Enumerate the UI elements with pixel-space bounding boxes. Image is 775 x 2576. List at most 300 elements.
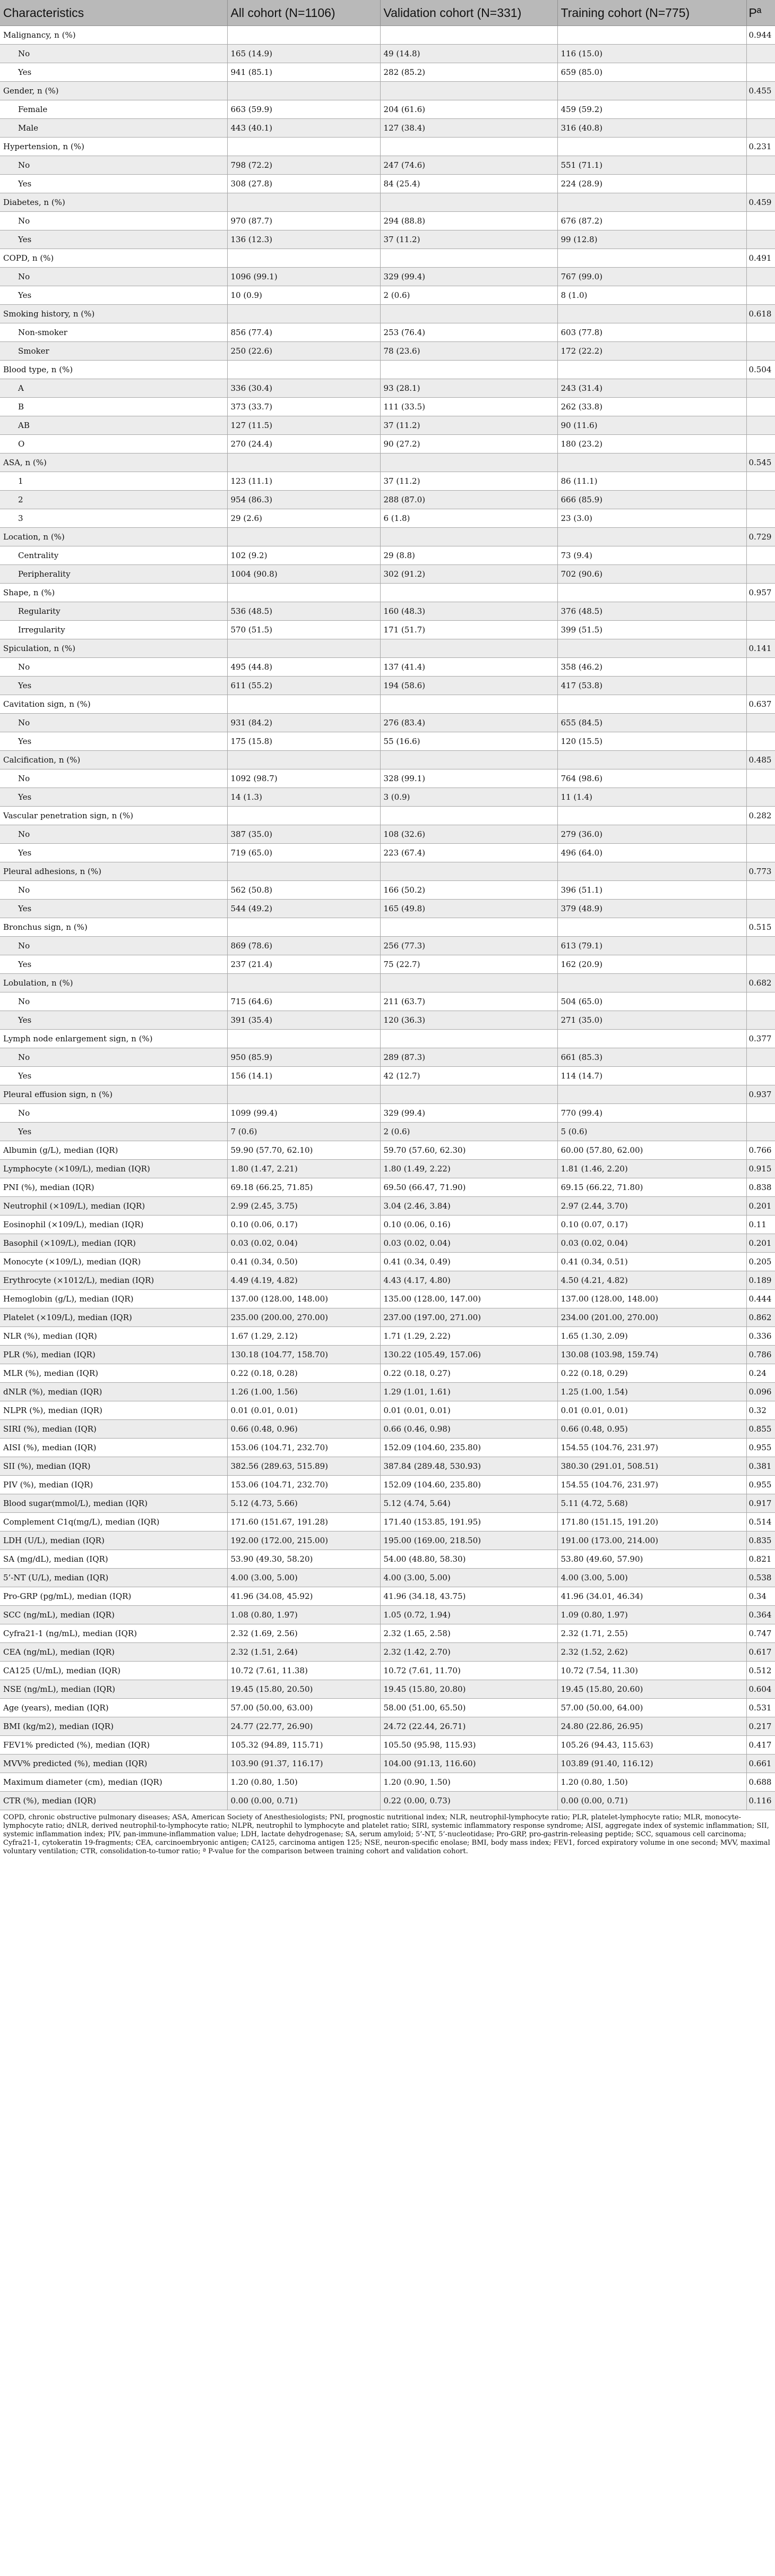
cell-validation-cohort: 137 (41.4) xyxy=(380,658,557,677)
cell-all-cohort: 869 (78.6) xyxy=(227,937,380,955)
table-row-variable xyxy=(0,1141,775,1160)
table-row-variable xyxy=(0,974,775,992)
header-all-cohort: All cohort (N=1106) xyxy=(227,0,380,26)
cell-validation-cohort: 329 (99.4) xyxy=(380,268,557,286)
table-row-subcategory xyxy=(0,379,775,398)
table-row-variable xyxy=(0,584,775,602)
cell-all-cohort: 950 (85.9) xyxy=(227,1048,380,1067)
cell-p-value: 0.491 xyxy=(746,249,775,268)
cell-p-value: 0.459 xyxy=(746,193,775,212)
cell-all-cohort: 798 (72.2) xyxy=(227,156,380,175)
cell-all-cohort: 387 (35.0) xyxy=(227,825,380,844)
cell-validation-cohort: 19.45 (15.80, 20.80) xyxy=(380,1680,557,1699)
cell-all-cohort: 382.56 (289.63, 515.89) xyxy=(227,1457,380,1476)
cell-training-cohort xyxy=(557,974,746,992)
cell-validation-cohort: 171.40 (153.85, 191.95) xyxy=(380,1513,557,1531)
table-footnote: COPD, chronic obstructive pulmonary diseases; ASA, American Society of Anesthesiologists; PNI, prognostic nutritional index; NLR, neutrophil-lymphocyte ratio; PLR, platelet-lymphocyte ratio; MLR, monocyte-lymphocyte ratio; dNLR, derived neutrophil-to-lymphocyte ratio; NLPR, neutrophil to lymphocyte and platelet ratio; SIRI, systemic inflammatory response syndrome; AISI, aggregate index of systemic inflammation; SII, systemic inflammation index; PIV, pan-immune-inflammation value; LDH, lactate dehydrogenase; SA, serum amyloid; 5’-NT, 5’-nucleotidase; Pro-GRP, pro-gastrin-releasing peptide; SCC, squamous cell carcinoma; Cyfra21-1, cytokeratin 19-fragments; CEA, carcinoembryonic antigen; CA125, carcinoma antigen 125; NSE, neuron-specific enolase; BMI, body mass index; FEV1, forced expiratory volume in one second; MVV, maximal voluntary ventilation; CTR, consolidation-to-tumor ratio; ª P-value for the comparison between training cohort and validation cohort. xyxy=(3,1813,770,1855)
table-row-subcategory xyxy=(0,268,775,286)
cell-p-value: 0.205 xyxy=(746,1253,775,1271)
cell-training-cohort: 0.41 (0.34, 0.51) xyxy=(557,1253,746,1271)
cell-p-value xyxy=(746,175,775,193)
table-row-variable xyxy=(0,1030,775,1048)
cell-all-cohort: 57.00 (50.00, 63.00) xyxy=(227,1699,380,1717)
cell-p-value xyxy=(746,1067,775,1085)
header-row xyxy=(0,0,775,26)
table-row-subcategory xyxy=(0,435,775,453)
table-row-subcategory xyxy=(0,788,775,807)
cell-p-value xyxy=(746,398,775,416)
cell-validation-cohort: 93 (28.1) xyxy=(380,379,557,398)
cell-validation-cohort: 247 (74.6) xyxy=(380,156,557,175)
cell-p-value: 0.955 xyxy=(746,1476,775,1494)
cell-training-cohort: 0.00 (0.00, 0.71) xyxy=(557,1792,746,1810)
cell-training-cohort: 279 (36.0) xyxy=(557,825,746,844)
cell-training-cohort: 661 (85.3) xyxy=(557,1048,746,1067)
cell-all-cohort: 4.49 (4.19, 4.82) xyxy=(227,1271,380,1290)
cell-validation-cohort: 194 (58.6) xyxy=(380,677,557,695)
cell-validation-cohort: 1.71 (1.29, 2.22) xyxy=(380,1327,557,1346)
cell-characteristic: No xyxy=(0,212,227,230)
cell-characteristic: Lobulation, n (%) xyxy=(0,974,227,992)
cell-validation-cohort: 0.66 (0.46, 0.98) xyxy=(380,1420,557,1439)
cell-p-value: 0.766 xyxy=(746,1141,775,1160)
cell-validation-cohort xyxy=(380,528,557,546)
cell-validation-cohort xyxy=(380,193,557,212)
cell-characteristic: Erythrocyte (×1012/L), median (IQR) xyxy=(0,1271,227,1290)
cell-characteristic: Yes xyxy=(0,175,227,193)
cell-training-cohort: 2.32 (1.52, 2.62) xyxy=(557,1643,746,1662)
table-row-variable xyxy=(0,453,775,472)
cell-validation-cohort: 104.00 (91.13, 116.60) xyxy=(380,1755,557,1773)
cell-validation-cohort: 108 (32.6) xyxy=(380,825,557,844)
table-row-variable xyxy=(0,305,775,323)
cell-training-cohort: 4.50 (4.21, 4.82) xyxy=(557,1271,746,1290)
cell-p-value xyxy=(746,565,775,584)
cell-characteristic: NLR (%), median (IQR) xyxy=(0,1327,227,1346)
cell-characteristic: MLR (%), median (IQR) xyxy=(0,1364,227,1383)
cell-validation-cohort: 37 (11.2) xyxy=(380,472,557,491)
table-row-variable xyxy=(0,1178,775,1197)
cell-training-cohort: 676 (87.2) xyxy=(557,212,746,230)
cell-characteristic: Age (years), median (IQR) xyxy=(0,1699,227,1717)
cell-validation-cohort xyxy=(380,584,557,602)
cell-training-cohort: 90 (11.6) xyxy=(557,416,746,435)
cell-training-cohort xyxy=(557,584,746,602)
cell-characteristic: No xyxy=(0,992,227,1011)
cell-characteristic: Lymph node enlargement sign, n (%) xyxy=(0,1030,227,1048)
cell-p-value: 0.336 xyxy=(746,1327,775,1346)
cell-all-cohort xyxy=(227,1030,380,1048)
cell-p-value: 0.504 xyxy=(746,361,775,379)
cell-validation-cohort: 120 (36.3) xyxy=(380,1011,557,1030)
cell-characteristic: A xyxy=(0,379,227,398)
cell-training-cohort: 0.22 (0.18, 0.29) xyxy=(557,1364,746,1383)
cell-training-cohort: 1.20 (0.80, 1.50) xyxy=(557,1773,746,1792)
table-header xyxy=(0,0,775,26)
cell-characteristic: Gender, n (%) xyxy=(0,82,227,100)
cell-training-cohort: 764 (98.6) xyxy=(557,769,746,788)
cell-training-cohort xyxy=(557,639,746,658)
cell-validation-cohort: 195.00 (169.00, 218.50) xyxy=(380,1531,557,1550)
cell-p-value: 0.116 xyxy=(746,1792,775,1810)
table-row-variable xyxy=(0,1699,775,1717)
table-row-variable xyxy=(0,528,775,546)
cell-validation-cohort: 1.80 (1.49, 2.22) xyxy=(380,1160,557,1178)
cell-training-cohort: 57.00 (50.00, 64.00) xyxy=(557,1699,746,1717)
cell-all-cohort: 495 (44.8) xyxy=(227,658,380,677)
cell-p-value xyxy=(746,1104,775,1123)
table-row-subcategory xyxy=(0,900,775,918)
table-row-variable xyxy=(0,1550,775,1569)
cell-p-value: 0.729 xyxy=(746,528,775,546)
table-row-subcategory xyxy=(0,602,775,621)
table-row-variable xyxy=(0,1234,775,1253)
cell-characteristic: Neutrophil (×109/L), median (IQR) xyxy=(0,1197,227,1216)
cell-all-cohort: 544 (49.2) xyxy=(227,900,380,918)
cell-training-cohort: 10.72 (7.54, 11.30) xyxy=(557,1662,746,1680)
cell-validation-cohort xyxy=(380,639,557,658)
cell-training-cohort: 191.00 (173.00, 214.00) xyxy=(557,1531,746,1550)
cell-characteristic: PIV (%), median (IQR) xyxy=(0,1476,227,1494)
cell-characteristic: PNI (%), median (IQR) xyxy=(0,1178,227,1197)
cell-p-value: 0.141 xyxy=(746,639,775,658)
cell-p-value: 0.917 xyxy=(746,1494,775,1513)
cell-validation-cohort: 302 (91.2) xyxy=(380,565,557,584)
cell-characteristic: Basophil (×109/L), median (IQR) xyxy=(0,1234,227,1253)
cell-characteristic: CTR (%), median (IQR) xyxy=(0,1792,227,1810)
table-row-variable xyxy=(0,82,775,100)
cell-p-value: 0.201 xyxy=(746,1197,775,1216)
cell-characteristic: Smoking history, n (%) xyxy=(0,305,227,323)
cell-p-value: 0.915 xyxy=(746,1160,775,1178)
table-row-variable xyxy=(0,1680,775,1699)
cell-p-value: 0.217 xyxy=(746,1717,775,1736)
cell-characteristic: Maximum diameter (cm), median (IQR) xyxy=(0,1773,227,1792)
table-row-subcategory xyxy=(0,1104,775,1123)
cell-all-cohort: 1.80 (1.47, 2.21) xyxy=(227,1160,380,1178)
cell-characteristic: Yes xyxy=(0,677,227,695)
cell-characteristic: Irregularity xyxy=(0,621,227,639)
table-row-variable xyxy=(0,1327,775,1346)
table-row-variable xyxy=(0,1346,775,1364)
cell-p-value: 0.096 xyxy=(746,1383,775,1401)
table-row-variable xyxy=(0,1308,775,1327)
table-row-subcategory xyxy=(0,621,775,639)
table-row-subcategory xyxy=(0,45,775,63)
table-row-variable xyxy=(0,1401,775,1420)
cell-training-cohort: 0.01 (0.01, 0.01) xyxy=(557,1401,746,1420)
cell-p-value xyxy=(746,416,775,435)
cell-all-cohort: 136 (12.3) xyxy=(227,230,380,249)
cell-characteristic: No xyxy=(0,825,227,844)
cell-training-cohort: 2.97 (2.44, 3.70) xyxy=(557,1197,746,1216)
table-row-variable xyxy=(0,1755,775,1773)
table-row-variable xyxy=(0,1216,775,1234)
cell-all-cohort: 10 (0.9) xyxy=(227,286,380,305)
table-row-variable xyxy=(0,1736,775,1755)
table-row-subcategory xyxy=(0,1011,775,1030)
cell-all-cohort: 308 (27.8) xyxy=(227,175,380,193)
cell-characteristic: SA (mg/dL), median (IQR) xyxy=(0,1550,227,1569)
cell-p-value xyxy=(746,881,775,900)
cell-training-cohort xyxy=(557,751,746,769)
cell-validation-cohort: 152.09 (104.60, 235.80) xyxy=(380,1476,557,1494)
cell-characteristic: Female xyxy=(0,100,227,119)
cell-all-cohort: 153.06 (104.71, 232.70) xyxy=(227,1476,380,1494)
cell-all-cohort: 954 (86.3) xyxy=(227,491,380,509)
cell-all-cohort: 0.22 (0.18, 0.28) xyxy=(227,1364,380,1383)
cell-training-cohort: 271 (35.0) xyxy=(557,1011,746,1030)
cell-training-cohort xyxy=(557,695,746,714)
table-row-subcategory xyxy=(0,677,775,695)
cell-p-value: 0.862 xyxy=(746,1308,775,1327)
table-row-variable xyxy=(0,1290,775,1308)
cell-all-cohort: 235.00 (200.00, 270.00) xyxy=(227,1308,380,1327)
cell-characteristic: No xyxy=(0,881,227,900)
cell-training-cohort: 379 (48.9) xyxy=(557,900,746,918)
cell-all-cohort xyxy=(227,361,380,379)
cell-p-value: 0.11 xyxy=(746,1216,775,1234)
cell-training-cohort: 417 (53.8) xyxy=(557,677,746,695)
cell-p-value xyxy=(746,435,775,453)
cell-all-cohort xyxy=(227,82,380,100)
cell-all-cohort: 237 (21.4) xyxy=(227,955,380,974)
cell-training-cohort: 69.15 (66.22, 71.80) xyxy=(557,1178,746,1197)
cell-all-cohort xyxy=(227,528,380,546)
cell-all-cohort xyxy=(227,807,380,825)
cell-characteristic: CA125 (U/mL), median (IQR) xyxy=(0,1662,227,1680)
cell-all-cohort xyxy=(227,453,380,472)
cell-all-cohort: 0.01 (0.01, 0.01) xyxy=(227,1401,380,1420)
cell-characteristic: MVV% predicted (%), median (IQR) xyxy=(0,1755,227,1773)
cell-characteristic: No xyxy=(0,769,227,788)
cell-training-cohort xyxy=(557,453,746,472)
cell-validation-cohort: 127 (38.4) xyxy=(380,119,557,138)
cell-all-cohort xyxy=(227,26,380,45)
header-p-value: Pª xyxy=(746,0,775,26)
table-row-variable xyxy=(0,1085,775,1104)
cell-characteristic: dNLR (%), median (IQR) xyxy=(0,1383,227,1401)
cell-training-cohort: 659 (85.0) xyxy=(557,63,746,82)
cell-characteristic: Complement C1q(mg/L), median (IQR) xyxy=(0,1513,227,1531)
cell-training-cohort: 224 (28.9) xyxy=(557,175,746,193)
cell-validation-cohort: 75 (22.7) xyxy=(380,955,557,974)
table-row-subcategory xyxy=(0,100,775,119)
cell-characteristic: SII (%), median (IQR) xyxy=(0,1457,227,1476)
cell-p-value: 0.34 xyxy=(746,1587,775,1606)
cell-characteristic: O xyxy=(0,435,227,453)
table-row-variable xyxy=(0,1773,775,1792)
cell-training-cohort: 551 (71.1) xyxy=(557,156,746,175)
table-row-subcategory xyxy=(0,175,775,193)
table-row-subcategory xyxy=(0,565,775,584)
cell-characteristic: 5’-NT (U/L), median (IQR) xyxy=(0,1569,227,1587)
cell-characteristic: Centrality xyxy=(0,546,227,565)
cell-validation-cohort: 289 (87.3) xyxy=(380,1048,557,1067)
cell-validation-cohort: 6 (1.8) xyxy=(380,509,557,528)
cell-all-cohort: 192.00 (172.00, 215.00) xyxy=(227,1531,380,1550)
cell-training-cohort: 86 (11.1) xyxy=(557,472,746,491)
cell-characteristic: SIRI (%), median (IQR) xyxy=(0,1420,227,1439)
cell-characteristic: Calcification, n (%) xyxy=(0,751,227,769)
cell-validation-cohort: 37 (11.2) xyxy=(380,416,557,435)
cell-validation-cohort: 204 (61.6) xyxy=(380,100,557,119)
cell-training-cohort: 504 (65.0) xyxy=(557,992,746,1011)
cell-validation-cohort xyxy=(380,453,557,472)
cell-p-value xyxy=(746,602,775,621)
cell-characteristic: Yes xyxy=(0,788,227,807)
cell-validation-cohort: 329 (99.4) xyxy=(380,1104,557,1123)
cell-p-value xyxy=(746,286,775,305)
cell-all-cohort: 2.99 (2.45, 3.75) xyxy=(227,1197,380,1216)
cell-all-cohort: 165 (14.9) xyxy=(227,45,380,63)
table-row-subcategory xyxy=(0,881,775,900)
cell-characteristic: COPD, n (%) xyxy=(0,249,227,268)
cell-training-cohort: 11 (1.4) xyxy=(557,788,746,807)
cell-p-value xyxy=(746,621,775,639)
table-row-subcategory xyxy=(0,63,775,82)
cell-validation-cohort: 55 (16.6) xyxy=(380,732,557,751)
cell-p-value xyxy=(746,45,775,63)
header-training-cohort: Training cohort (N=775) xyxy=(557,0,746,26)
cell-training-cohort: 380.30 (291.01, 508.51) xyxy=(557,1457,746,1476)
cell-all-cohort: 127 (11.5) xyxy=(227,416,380,435)
cell-validation-cohort: 0.22 (0.00, 0.73) xyxy=(380,1792,557,1810)
table-row-subcategory xyxy=(0,769,775,788)
cell-validation-cohort: 237.00 (197.00, 271.00) xyxy=(380,1308,557,1327)
cell-p-value xyxy=(746,992,775,1011)
cell-characteristic: Cavitation sign, n (%) xyxy=(0,695,227,714)
table-row-subcategory xyxy=(0,955,775,974)
cell-validation-cohort: 37 (11.2) xyxy=(380,230,557,249)
cell-training-cohort: 376 (48.5) xyxy=(557,602,746,621)
cell-characteristic: Bronchus sign, n (%) xyxy=(0,918,227,937)
table-row-subcategory xyxy=(0,844,775,862)
cell-validation-cohort: 2 (0.6) xyxy=(380,1123,557,1141)
cell-characteristic: Spiculation, n (%) xyxy=(0,639,227,658)
cell-all-cohort: 41.96 (34.08, 45.92) xyxy=(227,1587,380,1606)
cell-training-cohort: 496 (64.0) xyxy=(557,844,746,862)
cell-validation-cohort: 160 (48.3) xyxy=(380,602,557,621)
table-row-variable xyxy=(0,1643,775,1662)
table-row-subcategory xyxy=(0,156,775,175)
table-row-variable xyxy=(0,695,775,714)
cell-validation-cohort: 294 (88.8) xyxy=(380,212,557,230)
cell-validation-cohort: 1.20 (0.90, 1.50) xyxy=(380,1773,557,1792)
table-row-subcategory xyxy=(0,714,775,732)
table-row-variable xyxy=(0,1569,775,1587)
cell-p-value xyxy=(746,342,775,361)
cell-p-value: 0.514 xyxy=(746,1513,775,1531)
cell-validation-cohort: 1.05 (0.72, 1.94) xyxy=(380,1606,557,1624)
table-row-subcategory xyxy=(0,1123,775,1141)
cell-characteristic: Yes xyxy=(0,230,227,249)
cell-characteristic: PLR (%), median (IQR) xyxy=(0,1346,227,1364)
cell-all-cohort: 1.20 (0.80, 1.50) xyxy=(227,1773,380,1792)
cell-training-cohort: 120 (15.5) xyxy=(557,732,746,751)
cell-p-value xyxy=(746,491,775,509)
cell-validation-cohort: 90 (27.2) xyxy=(380,435,557,453)
cell-p-value xyxy=(746,509,775,528)
cell-training-cohort: 2.32 (1.71, 2.55) xyxy=(557,1624,746,1643)
cell-all-cohort: 102 (9.2) xyxy=(227,546,380,565)
cell-training-cohort: 770 (99.4) xyxy=(557,1104,746,1123)
cell-p-value: 0.24 xyxy=(746,1364,775,1383)
cell-validation-cohort: 256 (77.3) xyxy=(380,937,557,955)
cell-all-cohort: 0.03 (0.02, 0.04) xyxy=(227,1234,380,1253)
cell-training-cohort: 114 (14.7) xyxy=(557,1067,746,1085)
table-row-variable xyxy=(0,26,775,45)
cell-p-value: 0.821 xyxy=(746,1550,775,1569)
cell-p-value xyxy=(746,546,775,565)
cell-all-cohort: 2.32 (1.51, 2.64) xyxy=(227,1643,380,1662)
cell-training-cohort: 105.26 (94.43, 115.63) xyxy=(557,1736,746,1755)
cell-characteristic: Hypertension, n (%) xyxy=(0,138,227,156)
cell-p-value: 0.688 xyxy=(746,1773,775,1792)
cell-characteristic: No xyxy=(0,937,227,955)
cell-validation-cohort: 0.10 (0.06, 0.16) xyxy=(380,1216,557,1234)
cell-training-cohort xyxy=(557,361,746,379)
cell-training-cohort: 702 (90.6) xyxy=(557,565,746,584)
cell-p-value xyxy=(746,900,775,918)
table-row-variable xyxy=(0,1439,775,1457)
cell-training-cohort: 655 (84.5) xyxy=(557,714,746,732)
cell-training-cohort xyxy=(557,862,746,881)
cell-validation-cohort: 211 (63.7) xyxy=(380,992,557,1011)
table-row-variable xyxy=(0,1420,775,1439)
table-row-variable xyxy=(0,193,775,212)
cell-p-value xyxy=(746,1048,775,1067)
cell-characteristic: Peripherality xyxy=(0,565,227,584)
cell-all-cohort: 1004 (90.8) xyxy=(227,565,380,584)
cell-all-cohort: 1.67 (1.29, 2.12) xyxy=(227,1327,380,1346)
cell-p-value: 0.444 xyxy=(746,1290,775,1308)
table-row-subcategory xyxy=(0,472,775,491)
table-row-subcategory xyxy=(0,286,775,305)
cell-all-cohort: 562 (50.8) xyxy=(227,881,380,900)
cell-validation-cohort: 2.32 (1.65, 2.58) xyxy=(380,1624,557,1643)
cell-p-value: 0.538 xyxy=(746,1569,775,1587)
cell-characteristic: BMI (kg/m2), median (IQR) xyxy=(0,1717,227,1736)
cell-validation-cohort: 171 (51.7) xyxy=(380,621,557,639)
cell-training-cohort: 5.11 (4.72, 5.68) xyxy=(557,1494,746,1513)
table-row-variable xyxy=(0,1197,775,1216)
cell-p-value: 0.957 xyxy=(746,584,775,602)
cell-validation-cohort: 4.00 (3.00, 5.00) xyxy=(380,1569,557,1587)
cell-validation-cohort xyxy=(380,82,557,100)
cell-p-value: 0.955 xyxy=(746,1439,775,1457)
table-row-subcategory xyxy=(0,342,775,361)
table-row-variable xyxy=(0,1160,775,1178)
cell-all-cohort: 570 (51.5) xyxy=(227,621,380,639)
cell-validation-cohort: 152.09 (104.60, 235.80) xyxy=(380,1439,557,1457)
header-characteristics: Characteristics xyxy=(0,0,227,26)
cell-training-cohort xyxy=(557,807,746,825)
cell-p-value xyxy=(746,788,775,807)
cell-validation-cohort: 78 (23.6) xyxy=(380,342,557,361)
cell-all-cohort xyxy=(227,862,380,881)
cell-characteristic: No xyxy=(0,714,227,732)
cell-all-cohort: 336 (30.4) xyxy=(227,379,380,398)
cell-training-cohort: 1.09 (0.80, 1.97) xyxy=(557,1606,746,1624)
cell-p-value xyxy=(746,714,775,732)
table-row-subcategory xyxy=(0,546,775,565)
cell-all-cohort: 941 (85.1) xyxy=(227,63,380,82)
cell-validation-cohort: 29 (8.8) xyxy=(380,546,557,565)
cell-all-cohort: 0.41 (0.34, 0.50) xyxy=(227,1253,380,1271)
table-row-variable xyxy=(0,1457,775,1476)
table-row-subcategory xyxy=(0,323,775,342)
